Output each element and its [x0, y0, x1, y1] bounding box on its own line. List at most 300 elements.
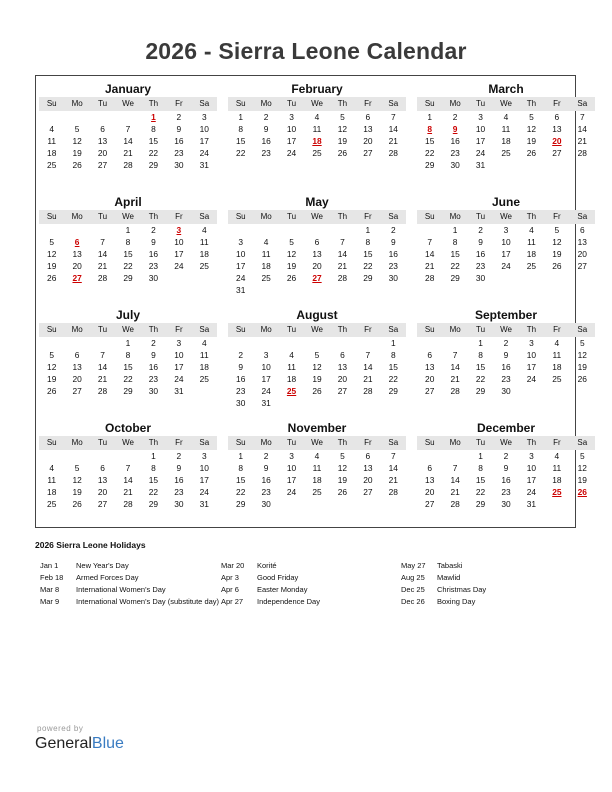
holiday-name: Boxing Day [437, 597, 476, 606]
weekday-label: Sa [199, 99, 210, 108]
day-cell: 5 [340, 451, 345, 461]
holiday-name: Christmas Day [437, 585, 487, 594]
day-cell: 11 [199, 237, 209, 247]
day-cell: 12 [47, 249, 57, 259]
day-cell: 21 [97, 374, 108, 384]
day-cell: 26 [312, 386, 322, 396]
month-name: November [287, 421, 347, 435]
holiday-list-column [40, 560, 226, 608]
holiday-name: Good Friday [257, 573, 299, 582]
day-cell: 16 [501, 475, 511, 485]
day-cell: 6 [100, 124, 105, 134]
day-cell: 9 [176, 124, 182, 134]
holiday-list-column [221, 560, 407, 608]
weekday-label: Mo [260, 325, 272, 334]
weekday-label: Tu [287, 99, 297, 108]
day-cell: 16 [261, 136, 271, 146]
day-cell: 2 [151, 338, 156, 348]
day-cell: 15 [236, 136, 246, 146]
day-cell: 2 [238, 350, 244, 360]
holiday-date: Apr 27 [221, 597, 244, 606]
weekday-label: Fr [553, 325, 561, 334]
day-cell: 2 [176, 112, 182, 122]
month-june [417, 194, 595, 284]
day-cell: 3 [478, 112, 483, 122]
brand-logo[interactable] [35, 735, 124, 753]
weekday-label: Fr [175, 438, 183, 447]
day-cell: 11 [47, 136, 57, 146]
day-cell: 25 [501, 148, 511, 158]
day-cell: 10 [526, 350, 537, 360]
weekday-label: Fr [364, 325, 372, 334]
holiday-row [401, 560, 587, 572]
day-cell: 20 [577, 249, 587, 259]
day-cell: 13 [577, 237, 587, 247]
day-cell: 9 [151, 237, 156, 247]
day-cell: 8 [365, 237, 371, 247]
day-cell: 18 [199, 249, 209, 259]
day-cell: 30 [475, 273, 486, 283]
day-cell: 22 [388, 374, 398, 384]
day-cell: 13 [552, 124, 562, 134]
day-cell: 14 [425, 249, 435, 259]
day-cell: 27 [425, 386, 435, 396]
month-name: May [305, 195, 329, 209]
day-cell: 9 [503, 463, 509, 473]
day-cell: 3 [201, 112, 207, 122]
day-cell: 11 [527, 237, 536, 247]
holiday-row [40, 572, 226, 584]
month-may [228, 194, 406, 296]
empty-cell [442, 337, 467, 349]
day-cell: 18 [286, 374, 297, 384]
day-cell: 1 [125, 338, 131, 348]
weekday-label: We [500, 212, 512, 221]
day-cell: 9 [176, 463, 182, 473]
weekday-header [39, 436, 217, 450]
day-cell: 27 [337, 386, 348, 396]
day-cell: 20 [72, 374, 82, 384]
weekday-label: Mo [449, 438, 461, 447]
day-cell: 8 [151, 124, 156, 134]
day-cell: 28 [388, 487, 398, 497]
day-cell: 1 [390, 338, 396, 348]
holidays-title: 2026 Sierra Leone Holidays [35, 540, 146, 550]
day-cell: 10 [526, 463, 537, 473]
weekday-label: Th [148, 325, 159, 334]
day-cell: 14 [363, 362, 373, 372]
empty-cell [39, 224, 64, 236]
weekday-label: We [500, 438, 512, 447]
day-cell: 18 [501, 136, 511, 146]
brand-name-part: Blue [91, 735, 124, 752]
day-cell: 24 [261, 386, 271, 396]
day-cell: 12 [47, 362, 57, 372]
day-cell: 22 [236, 487, 246, 497]
holiday-row [221, 560, 407, 572]
day-cell: 8 [125, 350, 131, 360]
weekday-label: Su [46, 212, 57, 221]
weekday-label: Sa [388, 99, 399, 108]
day-cell: 8 [478, 463, 483, 473]
empty-cell [39, 450, 64, 462]
day-cell: 19 [47, 374, 57, 384]
day-cell: 21 [123, 487, 133, 497]
weekday-label: Th [526, 99, 537, 108]
day-cell: 23 [501, 374, 511, 384]
day-cell: 29 [425, 160, 435, 170]
month-name: December [476, 421, 536, 435]
day-cell: 21 [97, 261, 108, 271]
weekday-label: We [500, 325, 512, 334]
holiday-row [401, 572, 587, 584]
day-cell: 19 [286, 261, 297, 271]
weekday-label: Sa [577, 99, 588, 108]
day-cell: 5 [314, 350, 320, 360]
empty-cell [90, 111, 115, 123]
day-cell: 9 [503, 350, 509, 360]
weekday-label: We [311, 438, 323, 447]
day-cell: 22 [123, 374, 133, 384]
empty-cell [90, 224, 115, 236]
day-cell: 22 [123, 261, 133, 271]
month-name: July [115, 308, 140, 322]
day-cell: 24 [236, 273, 246, 283]
day-cell: 15 [148, 475, 159, 485]
month-february [228, 81, 406, 159]
day-cell: 2 [176, 451, 182, 461]
day-cell: 7 [340, 237, 345, 247]
holiday-day-cell: 1 [151, 112, 156, 122]
holiday-row [40, 596, 226, 608]
day-cell: 26 [286, 273, 297, 283]
day-cell: 5 [74, 463, 80, 473]
day-cell: 24 [286, 148, 297, 158]
day-cell: 19 [552, 249, 562, 259]
day-cell: 9 [151, 350, 156, 360]
day-cell: 30 [261, 499, 271, 509]
weekday-label: Mo [449, 325, 461, 334]
day-cell: 4 [503, 112, 509, 122]
day-cell: 22 [475, 487, 486, 497]
day-cell: 11 [501, 124, 511, 134]
day-cell: 14 [123, 475, 133, 485]
holiday-day-cell: 18 [312, 136, 322, 146]
empty-cell [279, 337, 304, 349]
holiday-row [221, 584, 407, 596]
day-cell: 11 [552, 463, 562, 473]
weekday-label: Su [424, 325, 435, 334]
day-cell: 6 [579, 225, 585, 235]
day-cell: 12 [312, 362, 322, 372]
day-cell: 26 [47, 273, 57, 283]
day-cell: 31 [475, 160, 486, 170]
holiday-name: Independence Day [257, 597, 320, 606]
empty-cell [115, 450, 140, 462]
day-cell: 29 [475, 499, 486, 509]
holiday-day-cell: 3 [176, 225, 182, 235]
day-cell: 17 [501, 249, 511, 259]
weekday-header [39, 323, 217, 337]
day-cell: 29 [148, 499, 159, 509]
day-cell: 5 [579, 451, 585, 461]
day-cell: 29 [123, 386, 133, 396]
day-cell: 8 [238, 463, 244, 473]
weekday-label: Tu [476, 325, 486, 334]
day-cell: 7 [452, 463, 458, 473]
weekday-header [39, 97, 217, 111]
day-cell: 26 [72, 499, 82, 509]
holiday-day-cell: 20 [552, 136, 562, 146]
month-december [417, 420, 595, 510]
day-cell: 10 [174, 350, 184, 360]
month-november [228, 420, 406, 510]
day-cell: 8 [478, 350, 483, 360]
day-cell: 19 [526, 136, 537, 146]
day-cell: 1 [478, 451, 483, 461]
day-cell: 15 [388, 362, 398, 372]
weekday-label: Mo [260, 212, 272, 221]
day-cell: 16 [148, 249, 159, 259]
weekday-label: Th [148, 212, 159, 221]
empty-cell [355, 337, 380, 349]
day-cell: 9 [478, 237, 483, 247]
day-cell: 18 [47, 148, 57, 158]
day-cell: 20 [363, 475, 373, 485]
weekday-label: Fr [364, 438, 372, 447]
day-cell: 23 [236, 386, 246, 396]
day-cell: 4 [263, 237, 269, 247]
day-cell: 3 [176, 338, 182, 348]
day-cell: 7 [579, 112, 585, 122]
weekday-label: Su [46, 325, 57, 334]
holiday-day-cell: 9 [452, 124, 458, 134]
day-cell: 18 [526, 249, 537, 259]
day-cell: 29 [450, 273, 460, 283]
month-april [39, 194, 217, 284]
holiday-row [40, 560, 226, 572]
day-cell: 18 [199, 362, 209, 372]
day-cell: 28 [337, 273, 348, 283]
holiday-name: Easter Monday [257, 585, 308, 594]
day-cell: 31 [236, 285, 246, 295]
day-cell: 15 [450, 249, 460, 259]
day-cell: 1 [125, 225, 131, 235]
day-grid [417, 337, 595, 397]
day-cell: 26 [526, 148, 537, 158]
day-cell: 18 [552, 475, 562, 485]
holiday-row [401, 584, 587, 596]
weekday-label: Th [148, 438, 159, 447]
day-cell: 13 [72, 362, 82, 372]
day-cell: 6 [365, 112, 371, 122]
day-cell: 2 [390, 225, 396, 235]
day-cell: 23 [501, 487, 511, 497]
weekday-label: Fr [175, 212, 183, 221]
empty-cell [64, 337, 89, 349]
empty-cell [304, 224, 329, 236]
day-cell: 24 [501, 261, 511, 271]
day-cell: 1 [452, 225, 458, 235]
day-cell: 31 [261, 398, 271, 408]
weekday-label: Tu [476, 212, 486, 221]
day-cell: 8 [151, 463, 156, 473]
day-cell: 15 [148, 136, 159, 146]
weekday-header [417, 210, 595, 224]
weekday-label: Su [235, 212, 246, 221]
day-grid [228, 450, 406, 510]
day-cell: 27 [97, 499, 108, 509]
day-cell: 15 [123, 362, 133, 372]
day-cell: 14 [337, 249, 348, 259]
day-cell: 23 [174, 148, 184, 158]
day-cell: 14 [450, 475, 460, 485]
brand-name-part: General [35, 735, 92, 752]
day-cell: 17 [174, 249, 184, 259]
weekday-label: Fr [175, 99, 183, 108]
holiday-date: Jan 1 [40, 561, 59, 570]
weekday-label: Tu [287, 325, 297, 334]
weekday-label: Su [235, 438, 246, 447]
day-cell: 13 [337, 362, 348, 372]
day-cell: 30 [450, 160, 460, 170]
day-cell: 26 [577, 374, 587, 384]
day-cell: 19 [577, 475, 587, 485]
day-cell: 19 [337, 475, 348, 485]
day-cell: 19 [47, 261, 57, 271]
weekday-label: Fr [553, 438, 561, 447]
day-cell: 11 [552, 350, 562, 360]
day-cell: 6 [74, 350, 80, 360]
day-cell: 28 [123, 160, 133, 170]
day-cell: 10 [261, 362, 271, 372]
day-cell: 10 [286, 463, 297, 473]
day-grid [228, 111, 406, 159]
page-title: 2026 - Sierra Leone Calendar [145, 38, 467, 64]
day-cell: 3 [238, 237, 244, 247]
weekday-label: We [122, 212, 134, 221]
day-cell: 29 [148, 160, 159, 170]
weekday-label: Sa [577, 325, 588, 334]
day-grid [39, 111, 217, 171]
day-cell: 13 [312, 249, 322, 259]
day-cell: 28 [577, 148, 587, 158]
day-cell: 21 [450, 487, 460, 497]
day-cell: 17 [199, 136, 209, 146]
day-cell: 5 [529, 112, 534, 122]
holiday-name: Mawlid [437, 573, 461, 582]
weekday-label: Mo [449, 212, 461, 221]
month-name: September [474, 308, 538, 322]
day-cell: 4 [529, 225, 534, 235]
day-cell: 11 [261, 249, 271, 259]
day-cell: 3 [503, 225, 509, 235]
day-cell: 18 [47, 487, 57, 497]
holiday-date: Dec 25 [401, 585, 425, 594]
day-cell: 20 [72, 261, 82, 271]
weekday-label: Sa [577, 438, 588, 447]
weekday-header [39, 210, 217, 224]
day-cell: 4 [554, 338, 560, 348]
weekday-label: We [311, 325, 323, 334]
day-cell: 23 [450, 148, 460, 158]
empty-cell [253, 337, 278, 349]
calendar-grid [35, 75, 588, 528]
day-cell: 21 [337, 261, 348, 271]
day-cell: 1 [151, 451, 156, 461]
month-name: February [291, 82, 343, 96]
holiday-date: Mar 20 [221, 561, 245, 570]
weekday-label: Mo [260, 99, 272, 108]
day-cell: 25 [199, 374, 209, 384]
weekday-label: Th [526, 438, 537, 447]
day-cell: 20 [337, 374, 348, 384]
day-cell: 5 [74, 124, 80, 134]
day-cell: 17 [526, 362, 537, 372]
day-grid [417, 450, 595, 510]
weekday-label: Mo [71, 99, 83, 108]
day-cell: 19 [312, 374, 322, 384]
day-cell: 28 [450, 386, 460, 396]
day-cell: 13 [72, 249, 82, 259]
day-cell: 8 [238, 124, 244, 134]
day-cell: 4 [289, 350, 294, 360]
day-cell: 28 [363, 386, 373, 396]
day-cell: 20 [97, 148, 108, 158]
empty-cell [417, 337, 442, 349]
day-cell: 29 [363, 273, 373, 283]
weekday-label: Th [337, 325, 348, 334]
day-cell: 10 [174, 237, 184, 247]
empty-cell [228, 337, 253, 349]
day-cell: 22 [475, 374, 486, 384]
day-cell: 30 [236, 398, 246, 408]
day-cell: 3 [201, 451, 207, 461]
day-cell: 23 [148, 374, 159, 384]
day-cell: 8 [125, 237, 131, 247]
weekday-header [228, 323, 406, 337]
day-grid [417, 224, 595, 284]
day-cell: 7 [100, 350, 105, 360]
day-cell: 30 [388, 273, 398, 283]
day-cell: 30 [174, 499, 184, 509]
day-cell: 25 [526, 261, 537, 271]
weekday-header [228, 436, 406, 450]
weekday-header [417, 323, 595, 337]
day-cell: 10 [236, 249, 246, 259]
day-cell: 21 [388, 475, 398, 485]
day-cell: 14 [97, 249, 108, 259]
day-cell: 13 [425, 362, 435, 372]
day-cell: 2 [503, 338, 509, 348]
weekday-label: Su [424, 99, 435, 108]
holiday-day-cell: 27 [72, 273, 82, 283]
day-cell: 9 [238, 362, 244, 372]
day-cell: 26 [72, 160, 82, 170]
weekday-label: Mo [71, 438, 83, 447]
day-cell: 31 [174, 386, 184, 396]
day-cell: 7 [390, 112, 396, 122]
weekday-label: We [500, 99, 512, 108]
holiday-row [221, 572, 407, 584]
day-cell: 31 [199, 160, 209, 170]
weekday-label: Su [235, 99, 246, 108]
day-cell: 7 [452, 350, 458, 360]
day-cell: 20 [425, 374, 435, 384]
day-cell: 19 [72, 487, 82, 497]
day-cell: 18 [261, 261, 271, 271]
day-cell: 13 [363, 463, 373, 473]
